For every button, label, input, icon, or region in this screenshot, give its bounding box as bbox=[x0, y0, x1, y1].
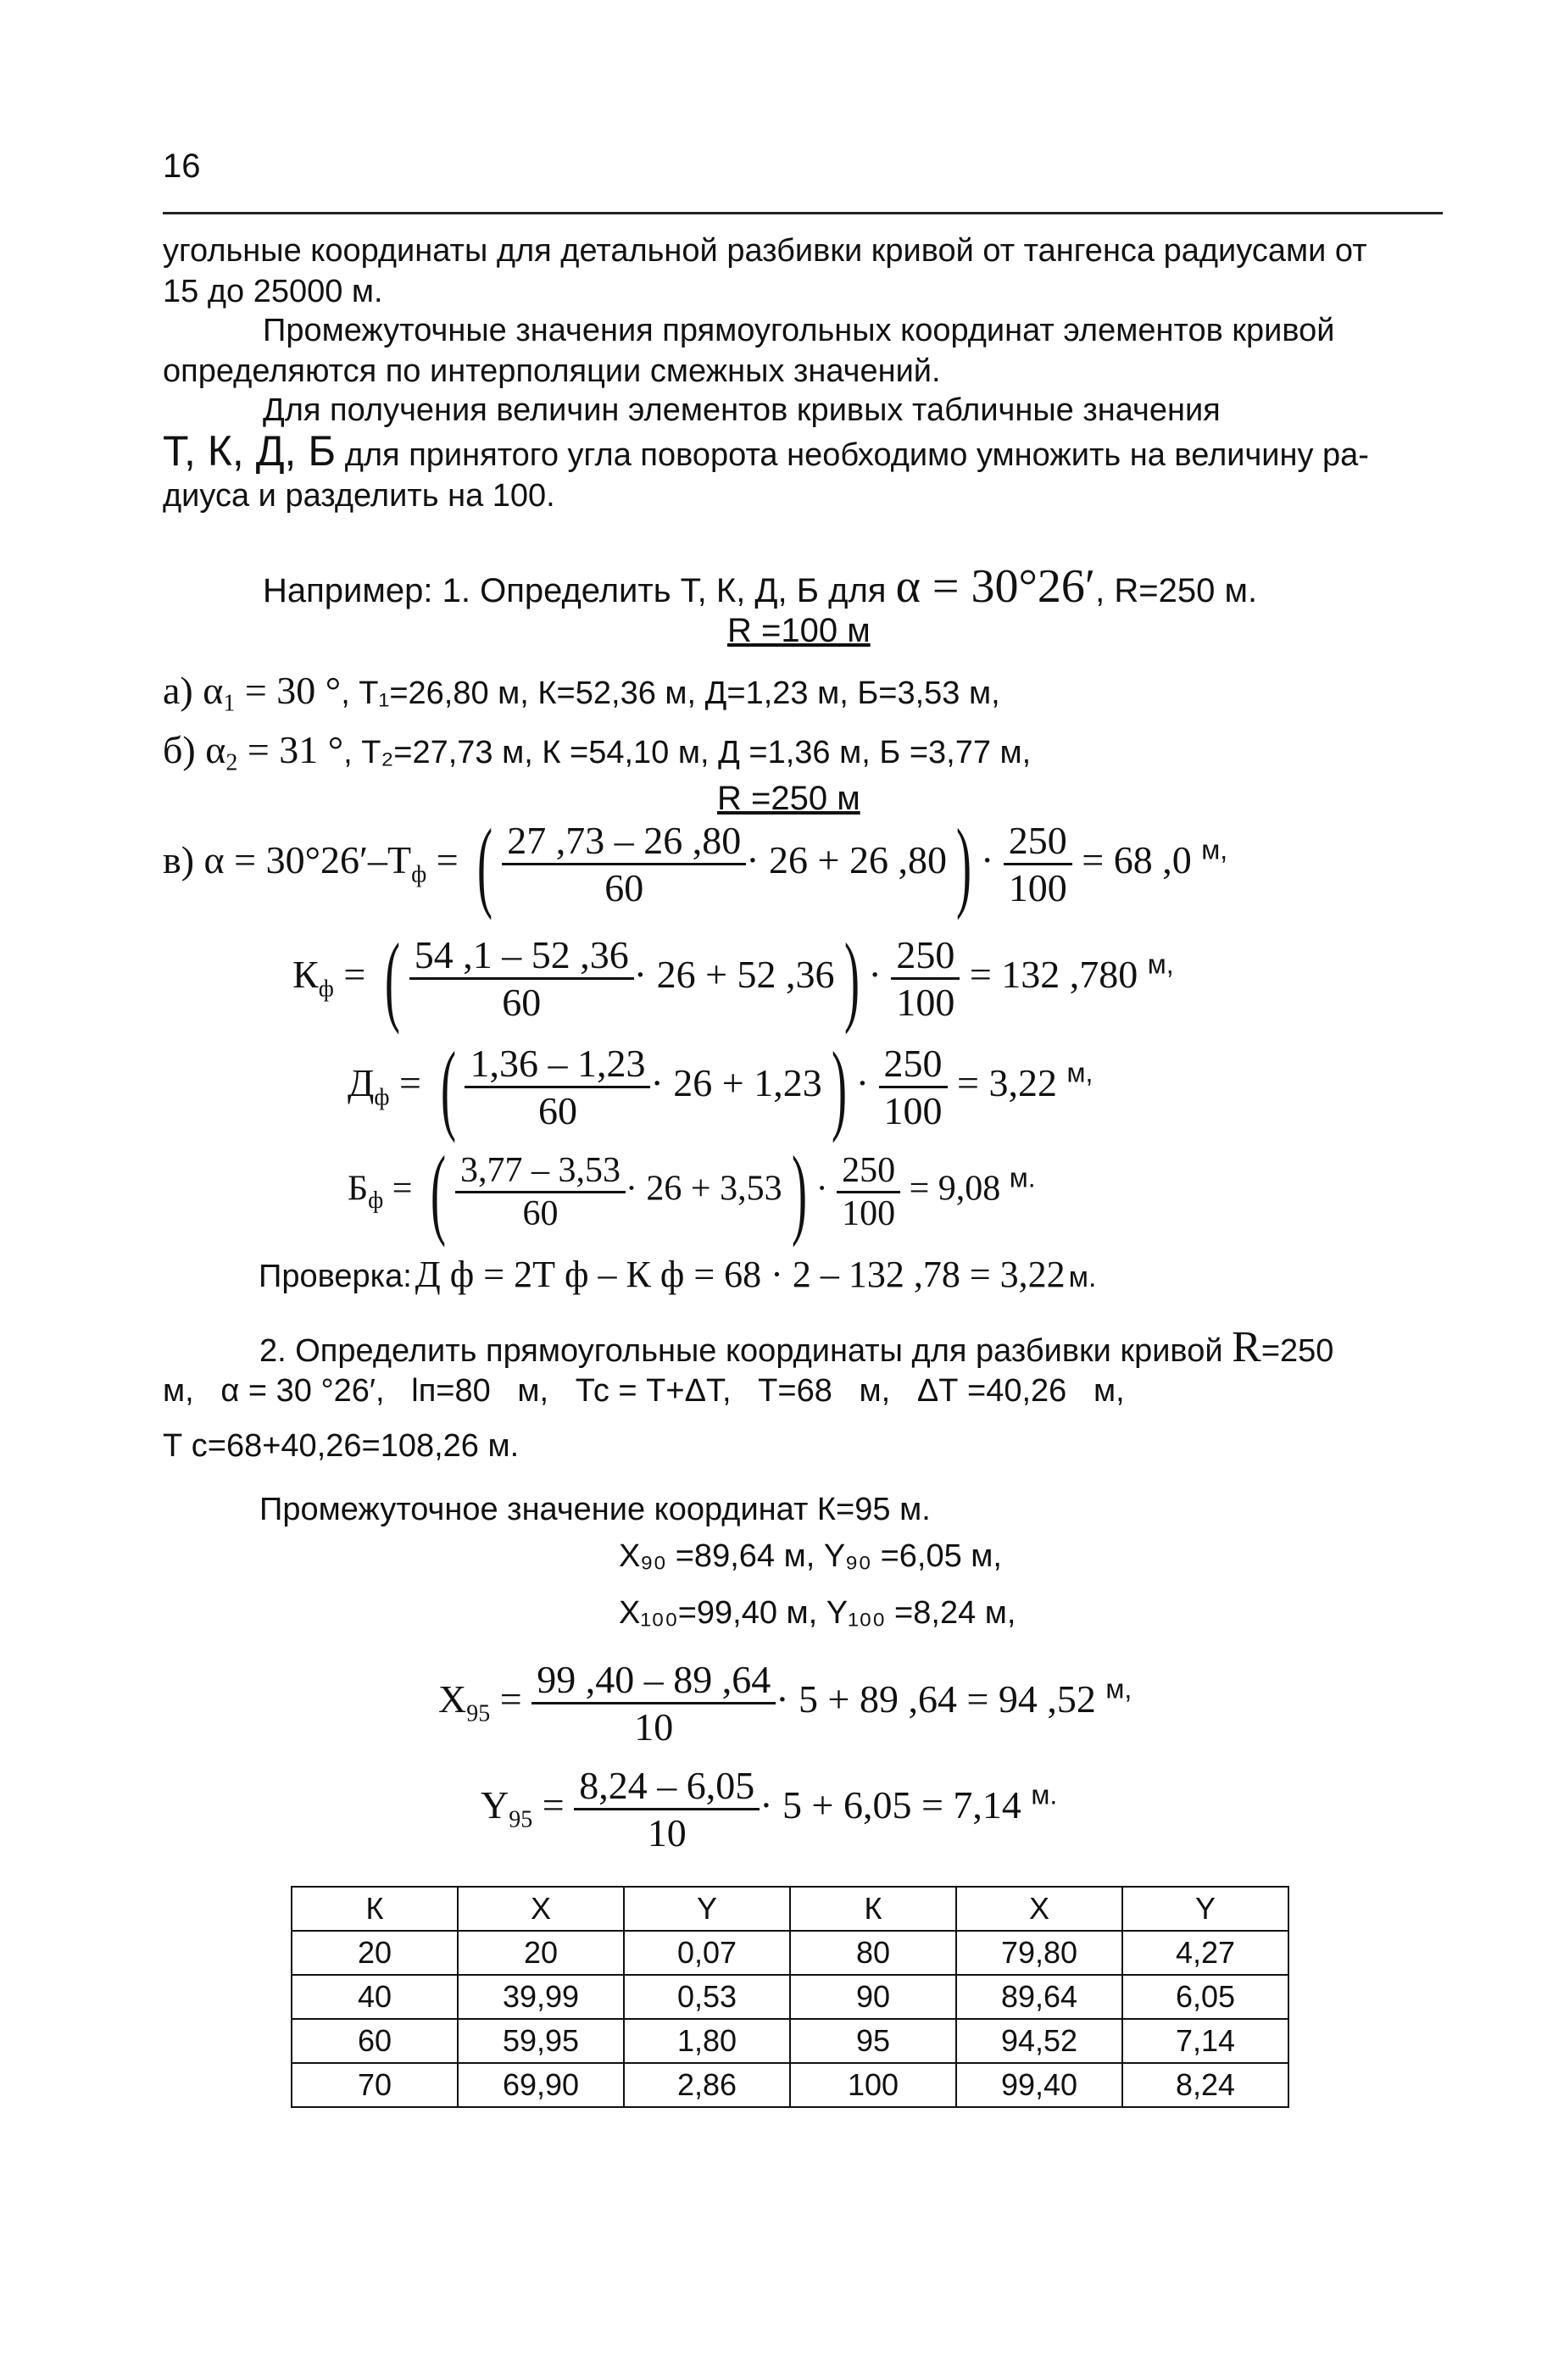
text-line: 15 до 25000 м. bbox=[163, 274, 383, 309]
formula-b-scale bbox=[837, 1150, 900, 1234]
table-header-cell: К bbox=[292, 1887, 458, 1931]
text-fragment: для принятого угла поворота необходимо умножить на величину ра- bbox=[336, 437, 1369, 473]
unit: м. bbox=[1031, 1779, 1058, 1810]
table-cell: 0,07 bbox=[624, 1931, 790, 1975]
table-cell: 8,24 bbox=[1122, 2063, 1288, 2107]
table-cell: 90 bbox=[790, 1975, 956, 2019]
paren-close: ) bbox=[843, 921, 860, 1035]
example2-line2: м, α = 30 °26′, lп=80 м, Тс = Т+ΔТ, Т=68 м, ΔТ =40,26 м, bbox=[163, 1373, 1125, 1409]
formula-t-sub: ф bbox=[411, 861, 427, 888]
table-cell: 89,64 bbox=[956, 1975, 1122, 2019]
check-lead: Проверка: bbox=[259, 1259, 412, 1294]
formula-d-result: = 3,22 bbox=[957, 1061, 1057, 1105]
table-cell: 4,27 bbox=[1122, 1931, 1288, 1975]
table-header-row bbox=[292, 1887, 1288, 1931]
example1-heading bbox=[263, 559, 1257, 614]
table-header-cell: X bbox=[956, 1887, 1122, 1931]
paren-open: ( bbox=[384, 921, 400, 1035]
formula-t-middle: · 26 + 26 ,80 bbox=[746, 838, 947, 882]
scale-numerator: 250 bbox=[879, 1041, 948, 1088]
table-cell: 2,86 bbox=[624, 2063, 790, 2107]
scale-denominator: 100 bbox=[883, 1089, 943, 1132]
formula-k-result: = 132 ,780 bbox=[969, 953, 1138, 997]
scale-numerator: 250 bbox=[1004, 818, 1072, 865]
unit: м, bbox=[1147, 948, 1174, 980]
table-cell: 1,80 bbox=[624, 2019, 790, 2063]
table-cell: 20 bbox=[292, 1931, 458, 1975]
formula-k-lhs: К bbox=[292, 953, 319, 997]
paren-close: ) bbox=[791, 1135, 807, 1248]
case-a-line bbox=[163, 668, 1000, 718]
scale-denominator: 100 bbox=[896, 981, 955, 1024]
element-letters: Т, К, Д, Б bbox=[163, 427, 337, 475]
formula-k-numerator: 54 ,1 – 52 ,36 bbox=[409, 932, 634, 980]
coordinates-table bbox=[291, 1886, 1289, 2108]
case-b-values: , Т₂=27,73 м, К =54,10 м, Д =1,36 м, Б =3,77 м, bbox=[343, 735, 1032, 770]
formula-x95-lhs: Х bbox=[438, 1677, 467, 1721]
check-unit: м. bbox=[1068, 1261, 1097, 1293]
formula-k-denominator: 60 bbox=[502, 981, 542, 1024]
formula-k-fraction bbox=[409, 932, 634, 1025]
table-cell: 7,14 bbox=[1122, 2019, 1288, 2063]
formula-k-middle: · 26 + 52 ,36 bbox=[633, 953, 835, 997]
intro-paragraph-1 bbox=[163, 231, 1443, 312]
example2-line1 bbox=[259, 1322, 1333, 1372]
coords-100: Х₁₀₀=99,40 м, Y₁₀₀ =8,24 м, bbox=[619, 1595, 1016, 1631]
table-cell: 39,99 bbox=[458, 1975, 624, 2019]
text-line: угольные координаты для детальной разбивки кривой от тангенса радиусами от bbox=[163, 233, 1367, 269]
coords-90: Х₉₀ =89,64 м, Y₉₀ =6,05 м, bbox=[619, 1538, 1002, 1574]
case-a-sub: 1 bbox=[223, 690, 236, 717]
formula-x95-denominator: 10 bbox=[634, 1705, 674, 1749]
formula-b: $Б_ф$ = ( $\frac{3,77 - 3,53}{60}$ · 26 + 3,53) · $\frac{250}{100}$ = 9,08 $^{м.}$ bbox=[348, 1135, 1036, 1248]
formula-t-numerator: 27 ,73 – 26 ,80 bbox=[502, 818, 746, 865]
table-cell: 79,80 bbox=[956, 1931, 1122, 1975]
table-header-cell: Y bbox=[624, 1887, 790, 1931]
formula-d-denominator: 60 bbox=[537, 1089, 577, 1132]
formula-y95-lhs: Y bbox=[481, 1783, 509, 1827]
formula-t-denominator: 60 bbox=[604, 866, 644, 909]
formula-y95-numerator: 8,24 – 6,05 bbox=[574, 1763, 760, 1810]
formula-b-result: = 9,08 bbox=[909, 1169, 1001, 1209]
table-cell: 99,40 bbox=[956, 2063, 1122, 2107]
formula-y95: $Y_{95}$ = $\frac{8,24 - 6,05}{10}$ · 5 + 6,05 = 7,14 $^{м.}$ bbox=[481, 1764, 1058, 1855]
unit: м. bbox=[1009, 1162, 1036, 1193]
table-row bbox=[292, 1975, 1288, 2019]
formula-d-scale bbox=[879, 1041, 948, 1133]
formula-x95-rest: · 5 + 89 ,64 = 94 ,52 bbox=[776, 1677, 1096, 1721]
table-cell: 0,53 bbox=[624, 1975, 790, 2019]
example2-r-value: =250 bbox=[1260, 1333, 1334, 1369]
table-cell: 60 bbox=[292, 2019, 458, 2063]
formula-t-lhs: в) α = 30°26′–Т bbox=[163, 838, 412, 882]
scale-numerator: 250 bbox=[837, 1150, 900, 1193]
formula-k-sub: ф bbox=[318, 976, 334, 1003]
text-line: определяются по интерполяции смежных значений. bbox=[163, 353, 941, 389]
unit: м, bbox=[1201, 834, 1228, 865]
formula-d-fraction bbox=[465, 1041, 650, 1133]
page-number: 16 bbox=[163, 147, 201, 185]
formula-b-denominator: 60 bbox=[522, 1193, 559, 1233]
unit: м, bbox=[1066, 1057, 1093, 1088]
table-cell: 80 bbox=[790, 1931, 956, 1975]
example2-task: 2. Определить прямоугольные координаты для разбивки кривой bbox=[259, 1333, 1223, 1369]
case-a-angle: = 30 ° bbox=[235, 669, 342, 712]
formula-d-lhs: Д bbox=[348, 1061, 375, 1105]
paren-open: ( bbox=[440, 1030, 456, 1143]
case-b-angle: = 31 ° bbox=[237, 728, 344, 771]
formula-b-middle: · 26 + 3,53 bbox=[625, 1169, 782, 1209]
unit: м, bbox=[1105, 1673, 1132, 1704]
table-cell: 70 bbox=[292, 2063, 458, 2107]
formula-b-numerator: 3,77 – 3,53 bbox=[455, 1150, 626, 1193]
example2-intermediate: Промежуточное значение координат К=95 м. bbox=[259, 1492, 931, 1527]
formula-t-scale bbox=[1004, 818, 1072, 910]
formula-y95-sub: 95 bbox=[509, 1806, 533, 1833]
table-cell: 6,05 bbox=[1122, 1975, 1288, 2019]
formula-d-numerator: 1,36 – 1,23 bbox=[465, 1041, 650, 1088]
check-formula: Д ф = 2Т ф – К ф = 68 · 2 – 132 ,78 = 3,22 bbox=[415, 1254, 1066, 1295]
text-line: диуса и разделить на 100. bbox=[163, 478, 555, 514]
formula-y95-fraction bbox=[574, 1763, 760, 1855]
text-line bbox=[163, 427, 1443, 475]
formula-d: $Д_ф$ = ( $\frac{1,36 - 1,23}{60}$ · 26 + 1,23) · $\frac{250}{100}$ = 3,22 $^{м,}$ bbox=[348, 1030, 1093, 1143]
table-cell: 69,90 bbox=[458, 2063, 624, 2107]
formula-k: $К_ф$ = ( $\frac{54 ,1 - 52 ,36}{60}$ · 26 + 52 ,36) · $\frac{250}{100}$ = 132 ,780 $^{м,}$ bbox=[292, 921, 1174, 1035]
formula-x95: $Х_{95}$ = $\frac{99 ,40 - 89 ,64}{10}$ · 5 + 89 ,64 = 94 ,52 $^{м,}$ bbox=[438, 1658, 1132, 1749]
table-cell: 100 bbox=[790, 2063, 956, 2107]
table-row bbox=[292, 1931, 1288, 1975]
example1-lead: Например: 1. Определить Т, К, Д, Б для bbox=[263, 572, 887, 609]
formula-t-result: = 68 ,0 bbox=[1082, 838, 1192, 882]
scale-numerator: 250 bbox=[891, 932, 960, 980]
table-cell: 94,52 bbox=[956, 2019, 1122, 2063]
formula-t: в) $\alpha = 30^\circ 26'-Т_ф$ = ( $\frac{27 ,73 - 26 ,80}{60}$ · 26 + 26 ,80) · $\frac{250}{100}$ = 68 ,0 $^{м,}$ bbox=[163, 807, 1228, 920]
table-cell: 95 bbox=[790, 2019, 956, 2063]
formula-x95-numerator: 99 ,40 – 89 ,64 bbox=[531, 1657, 776, 1704]
header-rule bbox=[163, 212, 1443, 214]
formula-b-lhs: Б bbox=[348, 1169, 369, 1209]
table-header-cell: X bbox=[458, 1887, 624, 1931]
check-line bbox=[259, 1253, 1096, 1296]
paren-close: ) bbox=[831, 1030, 847, 1143]
formula-k-scale bbox=[891, 932, 960, 1025]
formula-y95-rest: · 5 + 6,05 = 7,14 bbox=[760, 1783, 1021, 1827]
table-row bbox=[292, 2019, 1288, 2063]
text-line: Промежуточные значения прямоугольных координат элементов кривой bbox=[263, 313, 1335, 348]
case-b-sub: 2 bbox=[225, 749, 238, 776]
table-row bbox=[292, 2063, 1288, 2107]
case-b-line bbox=[163, 727, 1031, 777]
radius-value: , R=250 м. bbox=[1095, 572, 1258, 609]
formula-y95-denominator: 10 bbox=[647, 1811, 687, 1855]
formula-b-fraction bbox=[455, 1150, 626, 1234]
scale-denominator: 100 bbox=[842, 1193, 896, 1233]
intro-paragraph-3 bbox=[163, 390, 1443, 516]
table-cell: 59,95 bbox=[458, 2019, 624, 2063]
example2-r-symbol: R bbox=[1232, 1323, 1261, 1371]
table-header-cell: К bbox=[790, 1887, 956, 1931]
formula-d-middle: · 26 + 1,23 bbox=[650, 1061, 822, 1105]
formula-x95-fraction bbox=[531, 1657, 776, 1749]
case-a-prefix: а) α bbox=[163, 669, 224, 712]
r250-label: R =250 м bbox=[717, 780, 860, 817]
formula-t-fraction bbox=[502, 818, 746, 910]
example2-line3: Т с=68+40,26=108,26 м. bbox=[163, 1428, 520, 1464]
case-b-prefix: б) α bbox=[163, 728, 226, 771]
text-line: Для получения величин элементов кривых табличные значения bbox=[263, 392, 1221, 428]
table-cell: 20 bbox=[458, 1931, 624, 1975]
paren-open: ( bbox=[477, 807, 493, 920]
paren-open: ( bbox=[430, 1135, 446, 1248]
formula-b-sub: ф bbox=[368, 1187, 384, 1215]
formula-d-sub: ф bbox=[374, 1084, 390, 1111]
formula-x95-sub: 95 bbox=[466, 1700, 491, 1727]
intro-paragraph-2 bbox=[163, 310, 1443, 392]
paren-close: ) bbox=[955, 807, 971, 920]
alpha-value: α = 30°26′ bbox=[895, 560, 1096, 613]
table-cell: 40 bbox=[292, 1975, 458, 2019]
table-header-cell: Y bbox=[1122, 1887, 1288, 1931]
r100-label: R =100 м bbox=[727, 612, 871, 649]
scale-denominator: 100 bbox=[1008, 866, 1067, 909]
case-a-values: , Т₁=26,80 м, К=52,36 м, Д=1,23 м, Б=3,53 м, bbox=[341, 676, 1000, 711]
